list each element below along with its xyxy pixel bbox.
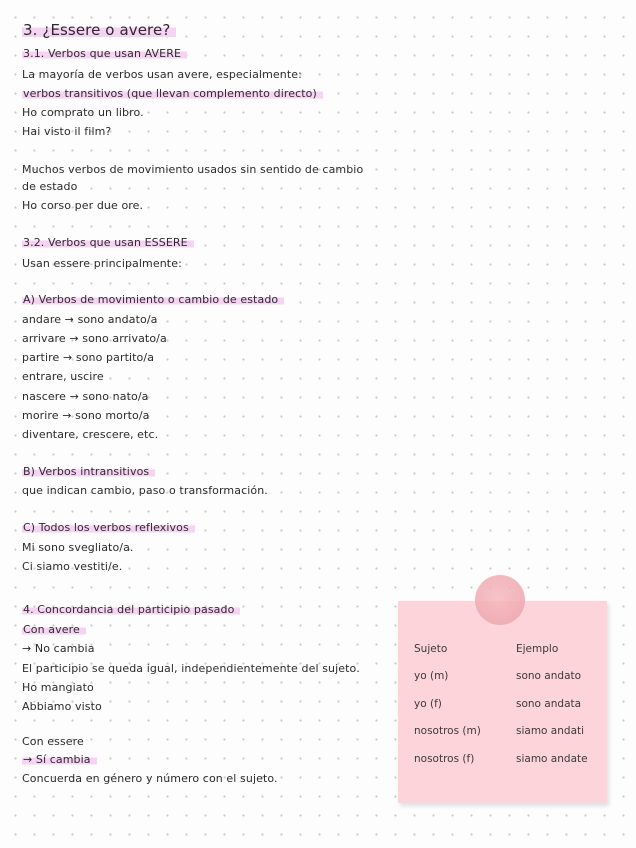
subsection-b-heading	[22, 465, 155, 479]
movement-note-line-2: de estado	[22, 180, 78, 193]
avere-rule: El participio se queda igual, independientemente del sujeto.	[22, 662, 360, 675]
example-line: Ho corso per due ore.	[22, 199, 144, 212]
list-item: nascere → sono nato/a	[22, 390, 149, 403]
with-essere-arrow-text: → Sí cambia	[22, 753, 97, 766]
section-4-heading-text: 4. Concordancia del participio pasado	[22, 603, 240, 616]
list-item: andare → sono andato/a	[22, 313, 158, 326]
essere-rule: Concuerda en género y número con el sujeto.	[22, 772, 278, 785]
transitive-verbs-text: verbos transitivos (que llevan complemento directo)	[22, 87, 323, 100]
movement-note-line-1: Muchos verbos de movimiento usados sin sentido de cambio	[22, 163, 364, 176]
section-3-1-intro: La mayoría de verbos usan avere, especialmente:	[22, 68, 302, 81]
example-line: Abbiamo visto	[22, 700, 102, 713]
with-avere-arrow: → No cambia	[22, 642, 95, 655]
section-3-2-heading-text: 3.2. Verbos que usan ESSERE	[22, 236, 194, 249]
page-title	[22, 20, 176, 40]
section-3-2-intro: Usan essere principalmente:	[22, 257, 182, 270]
list-item: partire → sono partito/a	[22, 351, 155, 364]
pin-icon	[475, 575, 525, 625]
table-cell-example: sono andata	[516, 698, 582, 710]
table-header-example: Ejemplo	[516, 643, 559, 655]
list-item: arrivare → sono arrivato/a	[22, 332, 167, 345]
subsection-c-heading-text: C) Todos los verbos reflexivos	[22, 521, 195, 534]
example-line: Ho comprato un libro.	[22, 106, 144, 119]
section-3-1-heading-text: 3.1. Verbos que usan AVERE	[22, 47, 187, 60]
example-line: Mi sono svegliato/a.	[22, 541, 134, 554]
table-cell-subject: nosotros (m)	[414, 725, 481, 737]
list-item: morire → sono morto/a	[22, 409, 150, 422]
section-3-1-heading	[22, 47, 187, 61]
subsection-a-heading-text: A) Verbos de movimiento o cambio de estado	[22, 293, 284, 306]
table-cell-example: siamo andati	[516, 725, 585, 737]
page-title-text: 3. ¿Essere o avere?	[22, 21, 176, 39]
transitive-verbs-line	[22, 87, 323, 101]
table-cell-subject: nosotros (f)	[414, 753, 475, 765]
with-avere-label-text: Con avere	[22, 623, 86, 636]
table-header-subject: Sujeto	[414, 643, 448, 655]
subsection-c-heading	[22, 521, 195, 535]
example-line: Ci siamo vestiti/e.	[22, 560, 123, 573]
section-4-heading	[22, 603, 240, 617]
subsection-b-text: que indican cambio, paso o transformación.	[22, 484, 268, 497]
with-essere-label: Con essere	[22, 735, 84, 748]
subsection-b-heading-text: B) Verbos intransitivos	[22, 465, 155, 478]
with-avere-label	[22, 623, 86, 637]
section-3-2-heading	[22, 236, 194, 250]
table-cell-example: sono andato	[516, 670, 582, 682]
subsection-a-heading	[22, 293, 284, 307]
list-item: entrare, uscire	[22, 370, 104, 383]
with-essere-arrow	[22, 753, 97, 767]
example-line: Ho mangiato	[22, 681, 94, 694]
list-item: diventare, crescere, etc.	[22, 428, 159, 441]
table-cell-subject: yo (f)	[414, 698, 442, 710]
table-cell-example: siamo andate	[516, 753, 588, 765]
example-line: Hai visto il film?	[22, 125, 112, 138]
table-cell-subject: yo (m)	[414, 670, 449, 682]
